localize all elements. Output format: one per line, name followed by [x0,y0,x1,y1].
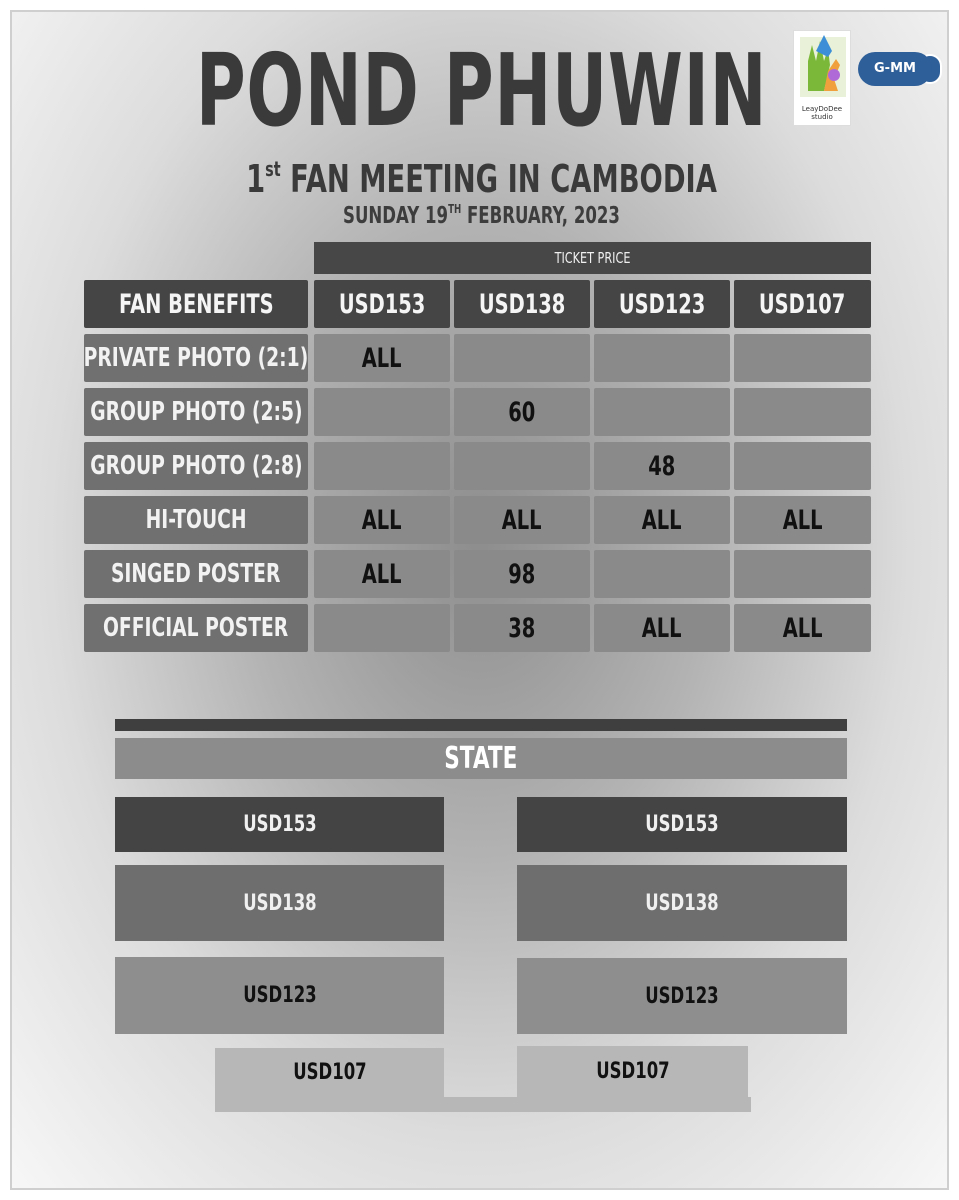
benefit-cell [314,442,450,490]
subtitle-text: FAN MEETING IN CAMBODIA [280,157,717,201]
benefit-cell [734,496,871,544]
zone-price-label: USD153 [242,812,317,837]
benefit-cell [594,550,730,598]
benefit-cell [314,604,450,652]
benefit-cell-text: ALL [362,504,402,536]
fan-benefits-header [84,280,308,328]
benefit-label [84,442,308,490]
zone-price-label: USD107 [292,1060,367,1085]
studio-name: LeayDoDee studio [801,105,843,121]
date-rest: FEBRUARY, 2023 [461,203,620,229]
benefit-cell [734,442,871,490]
floor-base [215,1097,751,1112]
benefit-label [84,388,308,436]
price-header-2 [454,280,590,328]
benefit-cell [454,442,590,490]
benefit-cell [314,388,450,436]
benefit-cell-text: ALL [782,612,823,644]
benefit-label-text: HI-TOUCH [145,505,247,535]
event-title: POND PHUWIN [195,32,768,149]
seat-zone-right-4 [517,1046,748,1097]
benefit-cell [734,604,871,652]
benefit-cell [734,334,871,382]
price-header-3-text: USD123 [618,288,706,320]
benefit-cell [454,334,590,382]
seat-zone-right-1 [517,797,847,852]
benefit-cell-text: ALL [642,612,682,644]
benefit-cell [454,604,590,652]
date-ordinal: TH [448,202,462,216]
benefit-cell [594,334,730,382]
benefit-cell-text: ALL [502,504,542,536]
benefit-cell [454,388,590,436]
price-header-4-text: USD107 [759,288,846,320]
benefit-label-text: GROUP PHOTO (2:8) [89,451,303,481]
benefit-label-text: PRIVATE PHOTO (2:1) [83,343,309,373]
zone-price-label: USD153 [645,812,719,837]
benefit-label [84,604,308,652]
benefit-label [84,334,308,382]
zone-price-label: USD123 [242,983,317,1008]
zone-price-label: USD123 [645,983,719,1009]
benefit-cell [734,388,871,436]
seat-zone-right-3 [517,958,847,1034]
stage-edge [115,719,847,731]
benefit-cell-text: 48 [648,450,676,482]
seat-zone-right-2 [517,865,847,941]
stage [115,738,847,779]
zone-price-label: USD107 [595,1059,670,1084]
price-header-4 [734,280,871,328]
ticket-price-label: TICKET PRICE [554,249,631,267]
subtitle-number: 1 [246,157,266,201]
benefit-cell-text: ALL [362,342,402,374]
hands-icon [794,31,852,101]
benefit-cell-text: 38 [508,612,536,644]
benefit-cell-text: ALL [642,504,682,536]
benefit-cell-text: ALL [782,504,823,536]
date-day: SUNDAY 19 [343,203,449,229]
benefit-cell [734,550,871,598]
event-date [143,195,819,230]
benefit-cell [454,550,590,598]
zone-price-label: USD138 [242,890,317,916]
benefit-cell-text: 98 [508,558,536,590]
price-header-1 [314,280,450,328]
benefit-cell [594,604,730,652]
seat-zone-left-2 [115,865,444,941]
subtitle-ordinal: st [265,157,281,181]
zone-price-label: USD138 [645,890,719,916]
seat-zone-left-4 [215,1048,444,1097]
benefit-label-text: SINGED POSTER [111,559,281,589]
price-header-2-text: USD138 [478,288,566,320]
benefit-label [84,496,308,544]
stage-label: STATE [444,741,518,776]
event-subtitle [143,147,819,201]
price-header-3 [594,280,730,328]
benefit-cell [594,388,730,436]
benefit-label-text: OFFICIAL POSTER [103,613,289,643]
benefit-cell [594,496,730,544]
poster [10,10,949,1190]
price-header-1-text: USD153 [338,288,426,320]
benefit-cell [594,442,730,490]
benefit-cell [454,496,590,544]
fan-benefits-header-text: FAN BENEFITS [118,288,274,320]
benefit-label [84,550,308,598]
ticket-price-header [314,242,871,274]
benefit-cell [314,334,450,382]
benefit-label-text: GROUP PHOTO (2:5) [89,397,303,427]
benefit-cell-text: 60 [508,396,536,428]
seat-zone-left-1 [115,797,444,852]
seat-zone-left-3 [115,957,444,1034]
benefit-cell [314,550,450,598]
gmm-text: G-MM [858,52,932,86]
benefit-cell-text: ALL [362,558,402,590]
leaydodee-logo [793,30,851,126]
gmm-tv-logo [858,52,938,86]
benefit-cell [314,496,450,544]
